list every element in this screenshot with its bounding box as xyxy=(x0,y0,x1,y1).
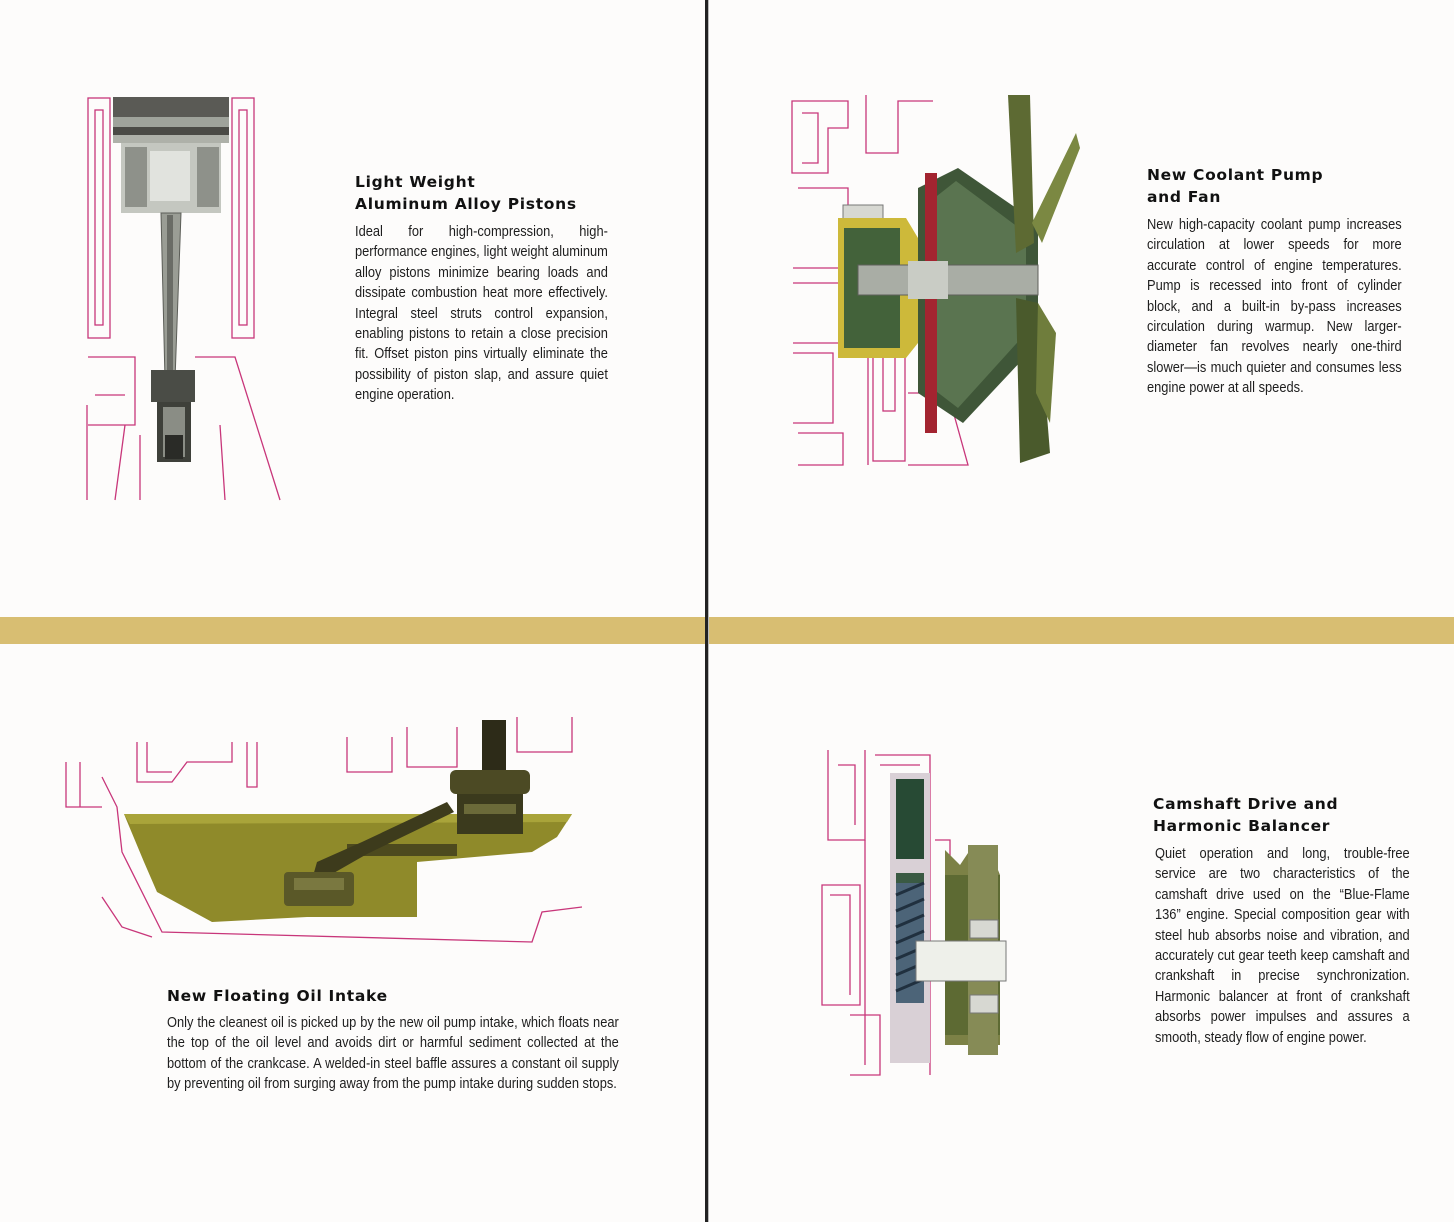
oil-body: Only the cleanest oil is picked up by the new oil pump intake, which floats near the top of the oil level and avoids dirt or harmful sediment collected at the bottom of the crankcase. A welded-in steel baffle assures a constant oil supply by preventing oil from surging away from the pump intake during sudden stops. xyxy=(167,1015,619,1093)
coolant-heading-line2: and Fan xyxy=(1147,188,1222,206)
coolant-heading-line1: New Coolant Pump xyxy=(1147,166,1324,184)
camshaft-heading-line2: Harmonic Balancer xyxy=(1153,817,1331,835)
camshaft-heading-line1: Camshaft Drive and xyxy=(1153,795,1339,813)
pistons-heading xyxy=(355,171,577,215)
page-fold-shadow xyxy=(708,0,709,1222)
piston-illustration xyxy=(85,95,290,505)
oil-heading xyxy=(167,985,388,1007)
coolant-heading xyxy=(1147,164,1323,208)
camshaft-body: Quiet operation and long, trouble-free service are two characteristics of the camshaft drive used on the “Blue-Flame 136” engine. Special composition gear with steel hub absorbs noise and vibration, and accurately cut gear teeth keep camshaft and crankshaft in precise synchronization. Harmonic balancer at front of crankshaft absorbs power impulses and assures a smooth, steady flow of engine power. xyxy=(1155,846,1410,1046)
camshaft-drive-illustration xyxy=(820,745,1010,1080)
camshaft-heading xyxy=(1153,793,1338,837)
coolant-pump-illustration xyxy=(788,93,1080,471)
oil-intake-illustration xyxy=(62,712,582,952)
pistons-body: Ideal for high-compression, high-performance engines, light weight aluminum alloy pistons minimize bearing loads and dissipate combustion heat more effectively. Integral steel struts control expansion, enabling pistons to retain a close precision fit. Offset piston pins virtually eliminate the possibility of piston slap, and assure quiet engine operation. xyxy=(355,224,608,404)
pistons-heading-line2: Aluminum Alloy Pistons xyxy=(355,195,577,213)
coolant-body: New high-capacity coolant pump increases circulation at lower speeds for more accurate control of engine temperatures. Pump is recessed into front of cylinder block, and a built-in by-pass increases circulation during warmup. New larger-diameter fan revolves nearly one-third slower—is much quieter and consumes less engine power at all speeds. xyxy=(1147,217,1402,397)
pistons-heading-line1: Light Weight xyxy=(355,173,476,191)
gold-divider-band xyxy=(0,617,1454,644)
oil-heading-line1: New Floating Oil Intake xyxy=(167,987,388,1005)
